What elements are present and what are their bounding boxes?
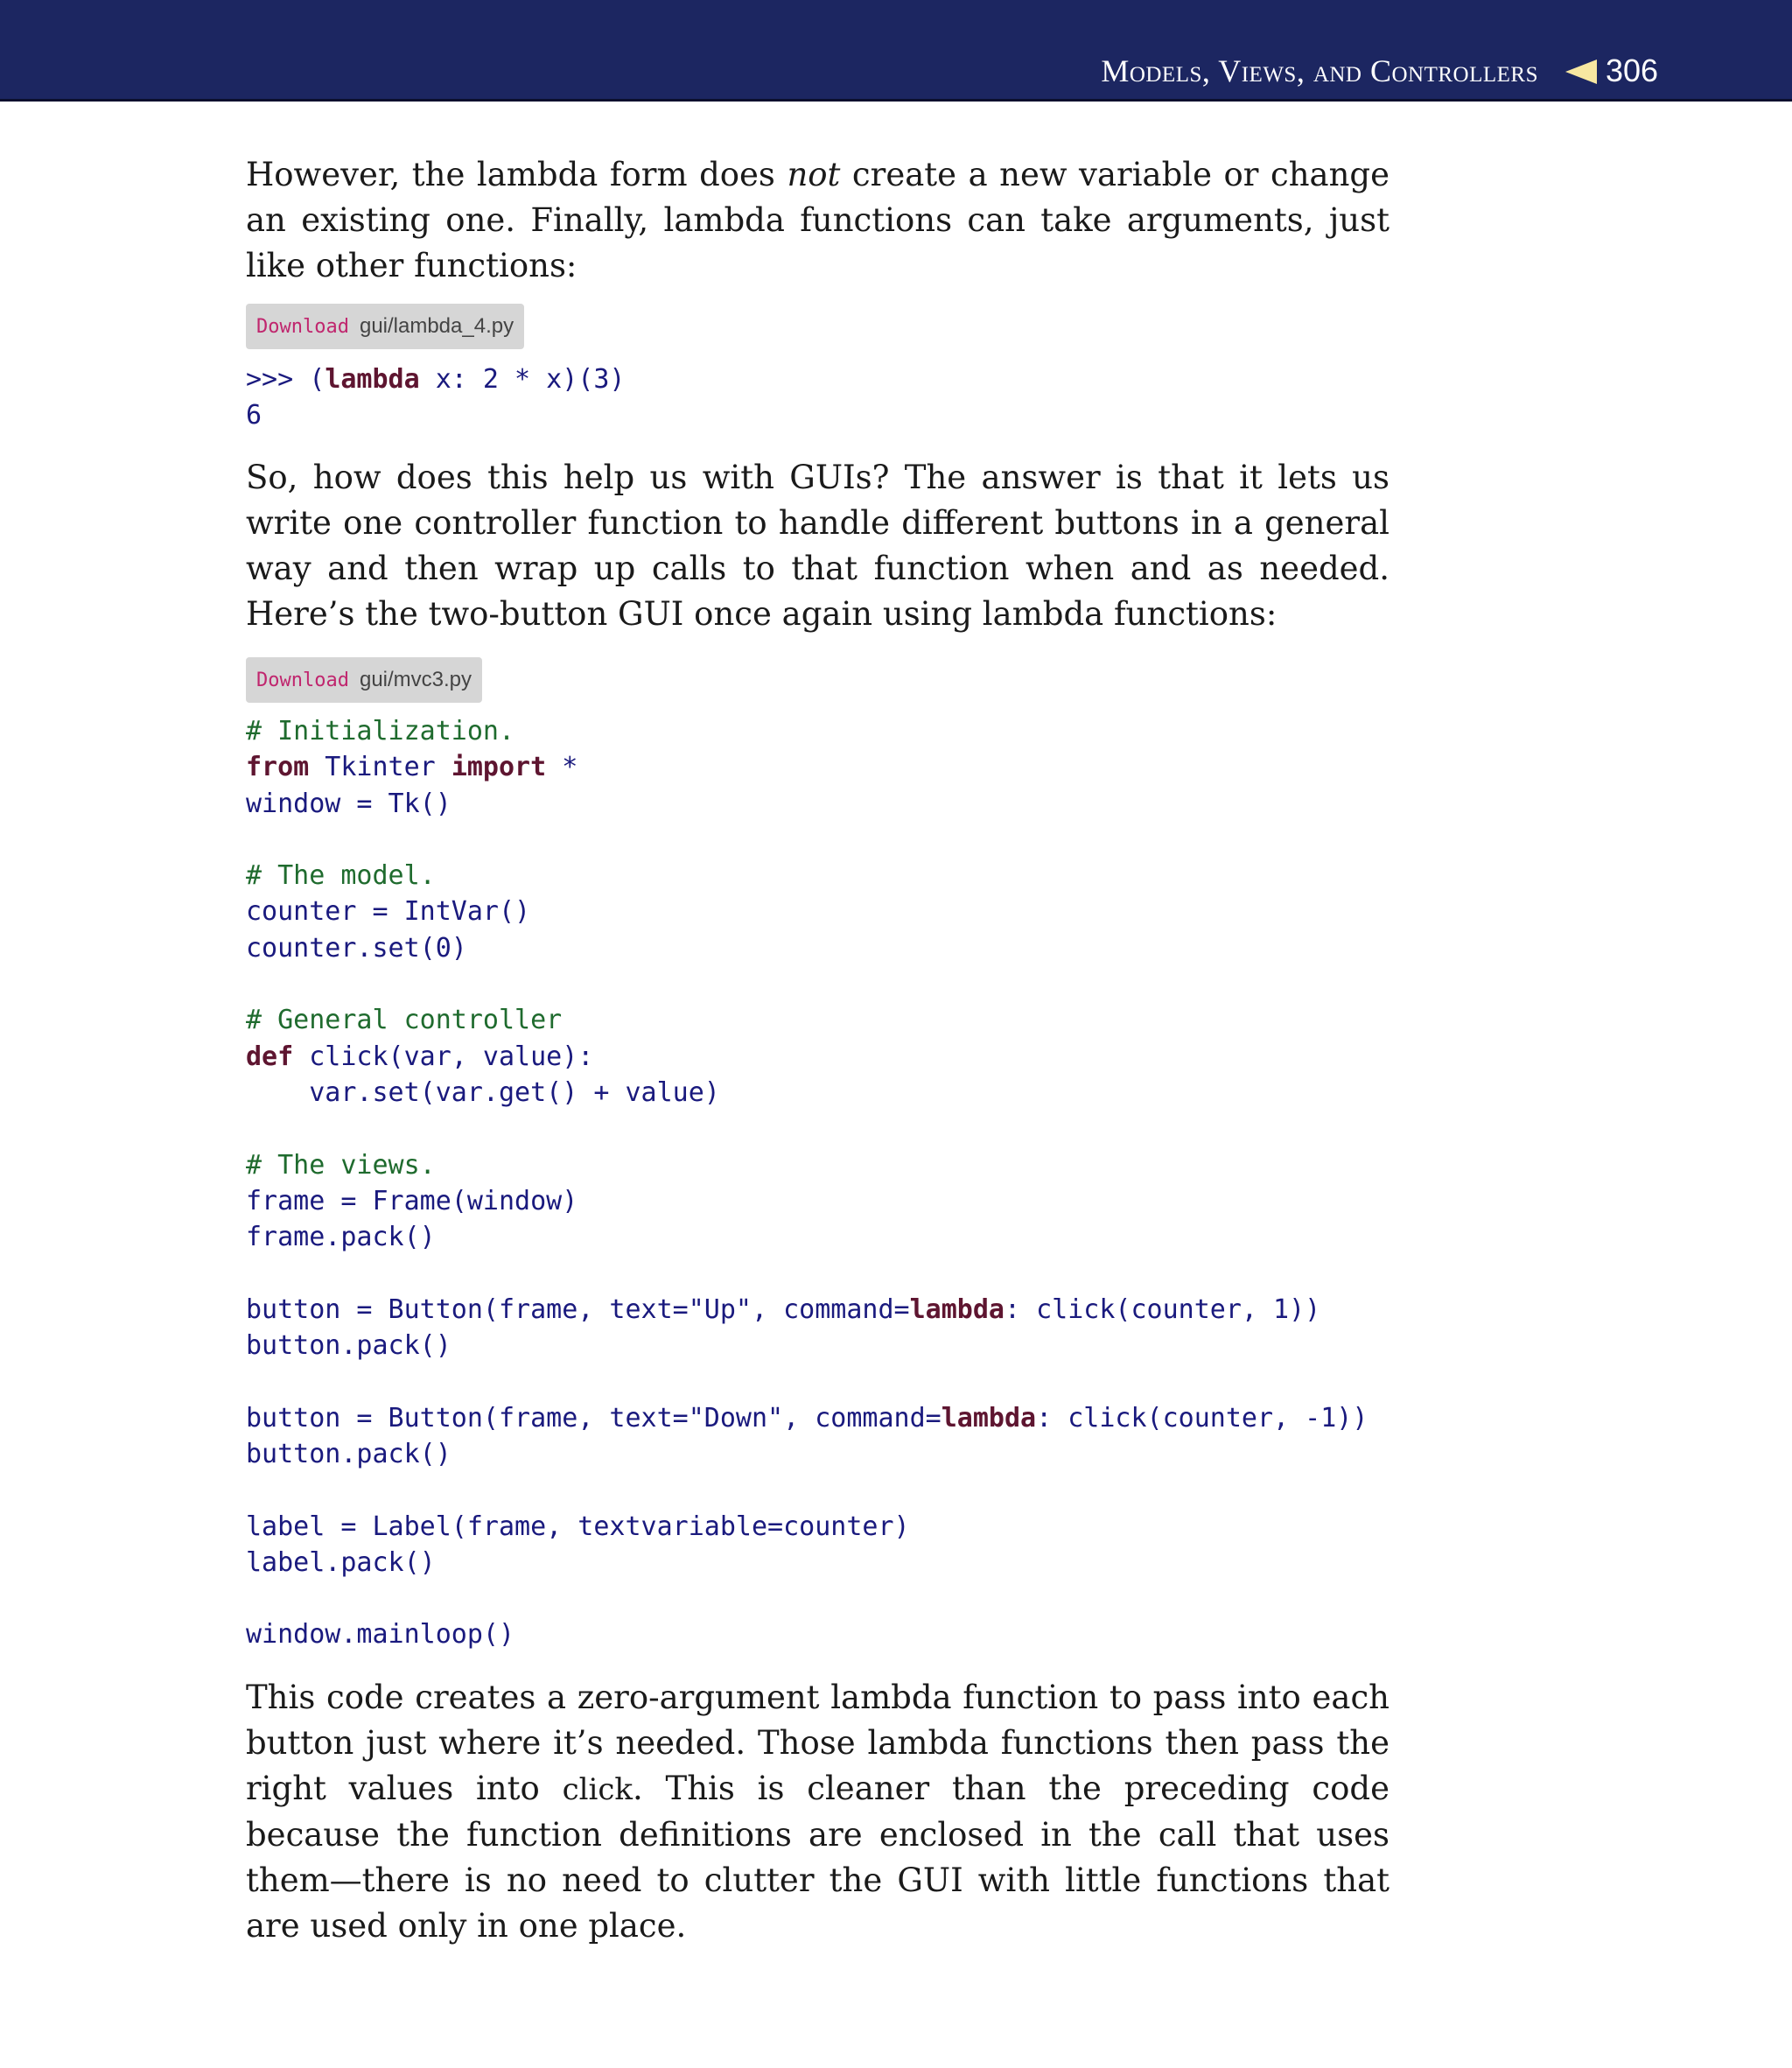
code-line (246, 1075, 1368, 1111)
download-link-lambda-4[interactable] (246, 304, 524, 349)
code-comment: # The views. (246, 1149, 436, 1181)
code-line (246, 1111, 1368, 1146)
code-line (246, 1436, 1368, 1472)
code-line (246, 894, 1368, 929)
code-text: button = Button(frame, text="Down", command= (246, 1402, 942, 1434)
code-line (246, 1545, 1368, 1581)
code-text: var.set(var.get() + value) (246, 1076, 720, 1108)
code-line (246, 749, 1368, 785)
code-line (246, 1002, 1368, 1038)
paragraph-text: create a new variable or change an existing one. Finally, lambda functions can take arguments, just like other functions: (246, 156, 1390, 284)
code-text: window.mainloop() (246, 1619, 515, 1651)
download-label: Download (256, 669, 349, 691)
code-line (246, 1183, 1368, 1219)
code-keyword: import (451, 752, 547, 783)
code-keyword: lambda (325, 364, 420, 395)
code-text: label = Label(frame, textvariable=counter) (246, 1511, 910, 1542)
paragraph-text: However, the lambda form does (246, 156, 788, 193)
code-line (246, 966, 1368, 1002)
code-line (246, 1363, 1368, 1399)
code-text: : click(counter, -1)) (1036, 1402, 1368, 1434)
code-comment: # Initialization. (246, 716, 515, 747)
paragraph-text: So, how does this help us with GUIs? The answer is that it lets us write one controller function to handle different buttons in a general way and then wrap up calls to that function when and as needed. Here’s the two-button GUI once again using lambda functions: (246, 459, 1390, 633)
paragraph-gui-lambda (246, 455, 1390, 637)
code-keyword: lambda (941, 1402, 1037, 1434)
code-text: Tkinter (309, 752, 452, 783)
code-line (246, 397, 626, 433)
code-comment: # General controller (246, 1005, 563, 1036)
code-line (246, 361, 626, 397)
code-line (246, 1400, 1368, 1436)
code-line (246, 822, 1368, 858)
emphasis-text: not (787, 156, 841, 193)
code-text: * (546, 752, 578, 783)
code-text: : click(counter, 1)) (1004, 1293, 1321, 1325)
paragraph-lambda-intro (246, 152, 1390, 289)
code-line (246, 1472, 1368, 1508)
download-link-mvc3[interactable] (246, 657, 482, 703)
page-number: 306 (1606, 53, 1659, 88)
code-text: button.pack() (246, 1438, 452, 1469)
inline-code-click: click (562, 1772, 633, 1807)
code-block-mvc3 (246, 713, 1368, 1653)
code-line (246, 1255, 1368, 1291)
code-line (246, 1039, 1368, 1075)
code-line (246, 858, 1368, 894)
code-line (246, 713, 1368, 749)
download-path: gui/mvc3.py (359, 668, 472, 691)
code-line (246, 1328, 1368, 1363)
download-label: Download (256, 315, 349, 338)
chapter-title: Models, Views, and Controllers (1101, 53, 1538, 88)
code-text: 6 (246, 400, 262, 431)
code-line (246, 1616, 1368, 1652)
code-text: button = Button(frame, text="Up", command= (246, 1293, 910, 1325)
code-keyword: lambda (909, 1293, 1004, 1325)
code-text: click(var, value): (293, 1041, 594, 1072)
code-text: counter = IntVar() (246, 896, 531, 928)
code-line (246, 1147, 1368, 1183)
code-text: label.pack() (246, 1546, 436, 1578)
page-header (0, 0, 1792, 102)
code-comment: # The model. (246, 860, 436, 892)
code-text: >>> ( (246, 364, 326, 395)
code-line (246, 1581, 1368, 1616)
code-keyword: from (246, 752, 310, 783)
code-text: frame.pack() (246, 1222, 436, 1253)
paragraph-text: . This is cleaner than the preceding code because the function definitions are enclosed in the call that uses them—there is no need to clutter the GUI with little functions that are used only in one place. (246, 1770, 1390, 1945)
code-line (246, 930, 1368, 966)
code-block-lambda-4 (246, 361, 626, 434)
download-path: gui/lambda_4.py (359, 314, 514, 338)
code-line (246, 1509, 1368, 1545)
code-text: x: 2 * x)(3) (419, 364, 626, 395)
paragraph-text: This code creates a zero-argument lambda function to pass into each button just where it’s needed. Those lambda functions then pass the right values into (246, 1679, 1390, 1807)
code-line (246, 786, 1368, 822)
code-keyword: def (246, 1041, 294, 1072)
code-text: counter.set(0) (246, 932, 467, 964)
paragraph-zero-argument (246, 1675, 1390, 1949)
code-text: button.pack() (246, 1330, 452, 1362)
code-text: window = Tk() (246, 788, 452, 819)
code-text: frame = Frame(window) (246, 1185, 578, 1216)
code-line (246, 1219, 1368, 1255)
code-line (246, 1292, 1368, 1328)
left-triangle-icon[interactable] (1565, 60, 1597, 84)
